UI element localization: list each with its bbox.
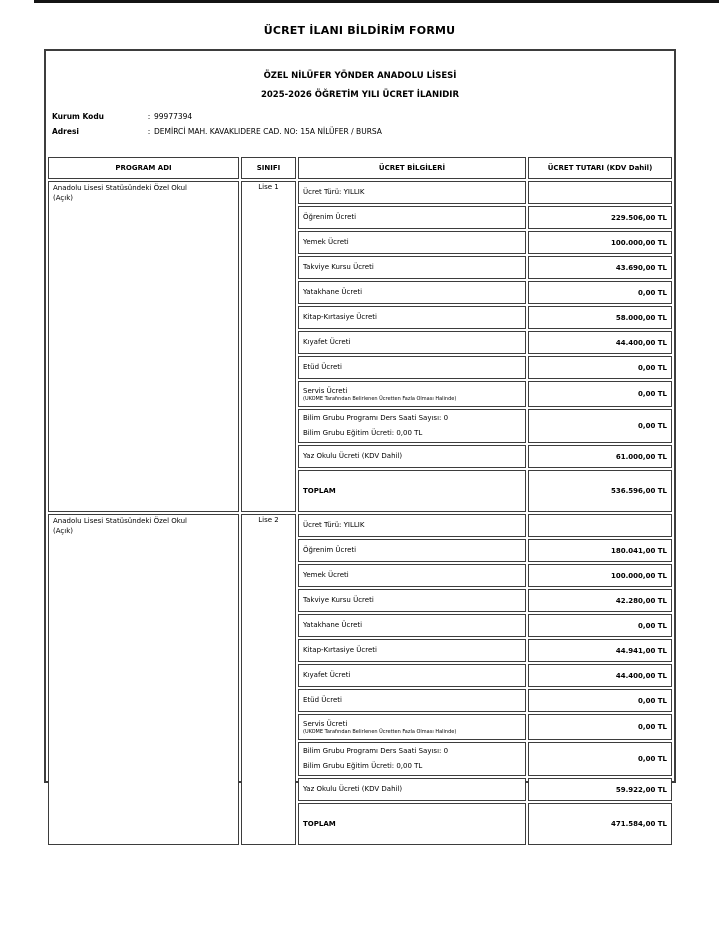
form-frame [44, 49, 676, 828]
toplam-label: TOPLAM [298, 803, 526, 845]
fee-note: (UKOME Tarafından Belirlenen Ücretten Fazla Olması Halinde) [303, 395, 457, 402]
fee-label: Servis Ücreti [303, 386, 348, 395]
program-note: (Açık) [53, 194, 73, 202]
adresi-field [52, 127, 668, 137]
fee-label: Takviye Kursu Ücreti [298, 589, 526, 612]
fee-amount: 44.400,00 TL [528, 664, 672, 687]
school-name: ÖZEL NİLÜFER YÖNDER ANADOLU LİSESİ [263, 71, 457, 81]
fee-amount: 100.000,00 TL [528, 231, 672, 254]
document-title: ÜCRET İLANI BİLDİRİM FORMU [263, 24, 456, 37]
fee-label: Öğrenim Ücreti [298, 539, 526, 562]
fees-table-wrap [46, 155, 674, 828]
fee-amount: 61.000,00 TL [528, 445, 672, 468]
fee-label: Kitap-Kırtasiye Ücreti [298, 639, 526, 662]
fee-label-bilim [298, 742, 526, 776]
fee-amount: 44.400,00 TL [528, 331, 672, 354]
fee-label: Kıyafet Ücreti [298, 664, 526, 687]
fee-amount: 58.000,00 TL [528, 306, 672, 329]
fee-label: Yaz Okulu Ücreti (KDV Dahil) [298, 445, 526, 468]
adresi-separator: : [147, 127, 151, 136]
fee-label: Yatakhane Ücreti [298, 614, 526, 637]
toplam-label: TOPLAM [298, 470, 526, 512]
fee-label: Kitap-Kırtasiye Ücreti [298, 306, 526, 329]
fee-label: Servis Ücreti [303, 719, 348, 728]
sinif-cell: Lise 2 [241, 514, 296, 845]
fee-label: Bilim Grubu Programı Ders Saati Sayısı: 0 [303, 747, 449, 755]
fee-label: Ücret Türü: YILLIK [298, 514, 526, 537]
table-header-row [48, 157, 672, 179]
table-row [48, 181, 672, 204]
fee-label: Öğrenim Ücreti [298, 206, 526, 229]
fee-amount: 0,00 TL [528, 714, 672, 740]
fee-amount: 0,00 TL [528, 356, 672, 379]
fee-amount: 0,00 TL [528, 689, 672, 712]
fee-amount: 180.041,00 TL [528, 539, 672, 562]
header-ucret-bilgileri: ÜCRET BİLGİLERİ [298, 157, 526, 179]
program-name: Anadolu Lisesi Statüsündeki Özel Okul [53, 184, 188, 192]
fee-amount: 59.922,00 TL [528, 778, 672, 801]
fee-amount: 0,00 TL [528, 409, 672, 443]
kurum-kodu-label: Kurum Kodu [52, 112, 105, 121]
sinif-cell: Lise 1 [241, 181, 296, 512]
fee-label: Yemek Ücreti [298, 564, 526, 587]
fee-label-servis [298, 714, 526, 740]
adresi-value: DEMİRCİ MAH. KAVAKLIDERE CAD. NO: 15A NİLÜFER / BURSA [154, 127, 382, 136]
block-lise-1 [48, 181, 672, 512]
fee-label: Takviye Kursu Ücreti [298, 256, 526, 279]
fee-amount: 0,00 TL [528, 614, 672, 637]
fee-label: Yemek Ücreti [298, 231, 526, 254]
toplam-amount: 471.584,00 TL [528, 803, 672, 845]
fee-amount: 0,00 TL [528, 281, 672, 304]
adresi-label: Adresi [52, 127, 79, 136]
fee-label: Yatakhane Ücreti [298, 281, 526, 304]
fee-label: Ücret Türü: YILLIK [298, 181, 526, 204]
fee-amount: 0,00 TL [528, 381, 672, 407]
fee-label: Etüd Ücreti [298, 356, 526, 379]
announcement-line: 2025-2026 ÖĞRETİM YILI ÜCRET İLANIDIR [260, 90, 460, 100]
header-program-adi: PROGRAM ADI [48, 157, 239, 179]
fee-label: Bilim Grubu Programı Ders Saati Sayısı: 0 [303, 414, 449, 422]
fee-label-bilim [298, 409, 526, 443]
header-ucret-tutari: ÜCRET TUTARI (KDV Dahil) [528, 157, 672, 179]
fee-label-line2: Bilim Grubu Eğitim Ücreti: 0,00 TL [303, 762, 423, 770]
block-lise-2 [48, 514, 672, 845]
program-name-cell [48, 181, 239, 512]
fee-label-line2: Bilim Grubu Eğitim Ücreti: 0,00 TL [303, 429, 423, 437]
page-top-rule [34, 0, 719, 3]
fee-amount: 100.000,00 TL [528, 564, 672, 587]
program-name-cell [48, 514, 239, 845]
fee-amount: 0,00 TL [528, 742, 672, 776]
fee-amount [528, 514, 672, 537]
program-name: Anadolu Lisesi Statüsündeki Özel Okul [53, 517, 188, 525]
fee-amount: 42.280,00 TL [528, 589, 672, 612]
fee-label: Yaz Okulu Ücreti (KDV Dahil) [298, 778, 526, 801]
table-row [48, 514, 672, 537]
kurum-kodu-value: 99977394 [154, 112, 193, 121]
fee-amount: 44.941,00 TL [528, 639, 672, 662]
kurum-kodu-field [52, 112, 668, 122]
fee-note: (UKOME Tarafından Belirlenen Ücretten Fazla Olması Halinde) [303, 728, 457, 735]
header-sinifi: SINIFI [241, 157, 296, 179]
fee-label-servis [298, 381, 526, 407]
toplam-amount: 536.596,00 TL [528, 470, 672, 512]
program-note: (Açık) [53, 527, 73, 535]
fees-table [46, 155, 674, 847]
fee-amount [528, 181, 672, 204]
fee-label: Kıyafet Ücreti [298, 331, 526, 354]
fee-amount: 43.690,00 TL [528, 256, 672, 279]
fee-amount: 229.506,00 TL [528, 206, 672, 229]
kurum-kodu-separator: : [147, 112, 151, 121]
fee-label: Etüd Ücreti [298, 689, 526, 712]
